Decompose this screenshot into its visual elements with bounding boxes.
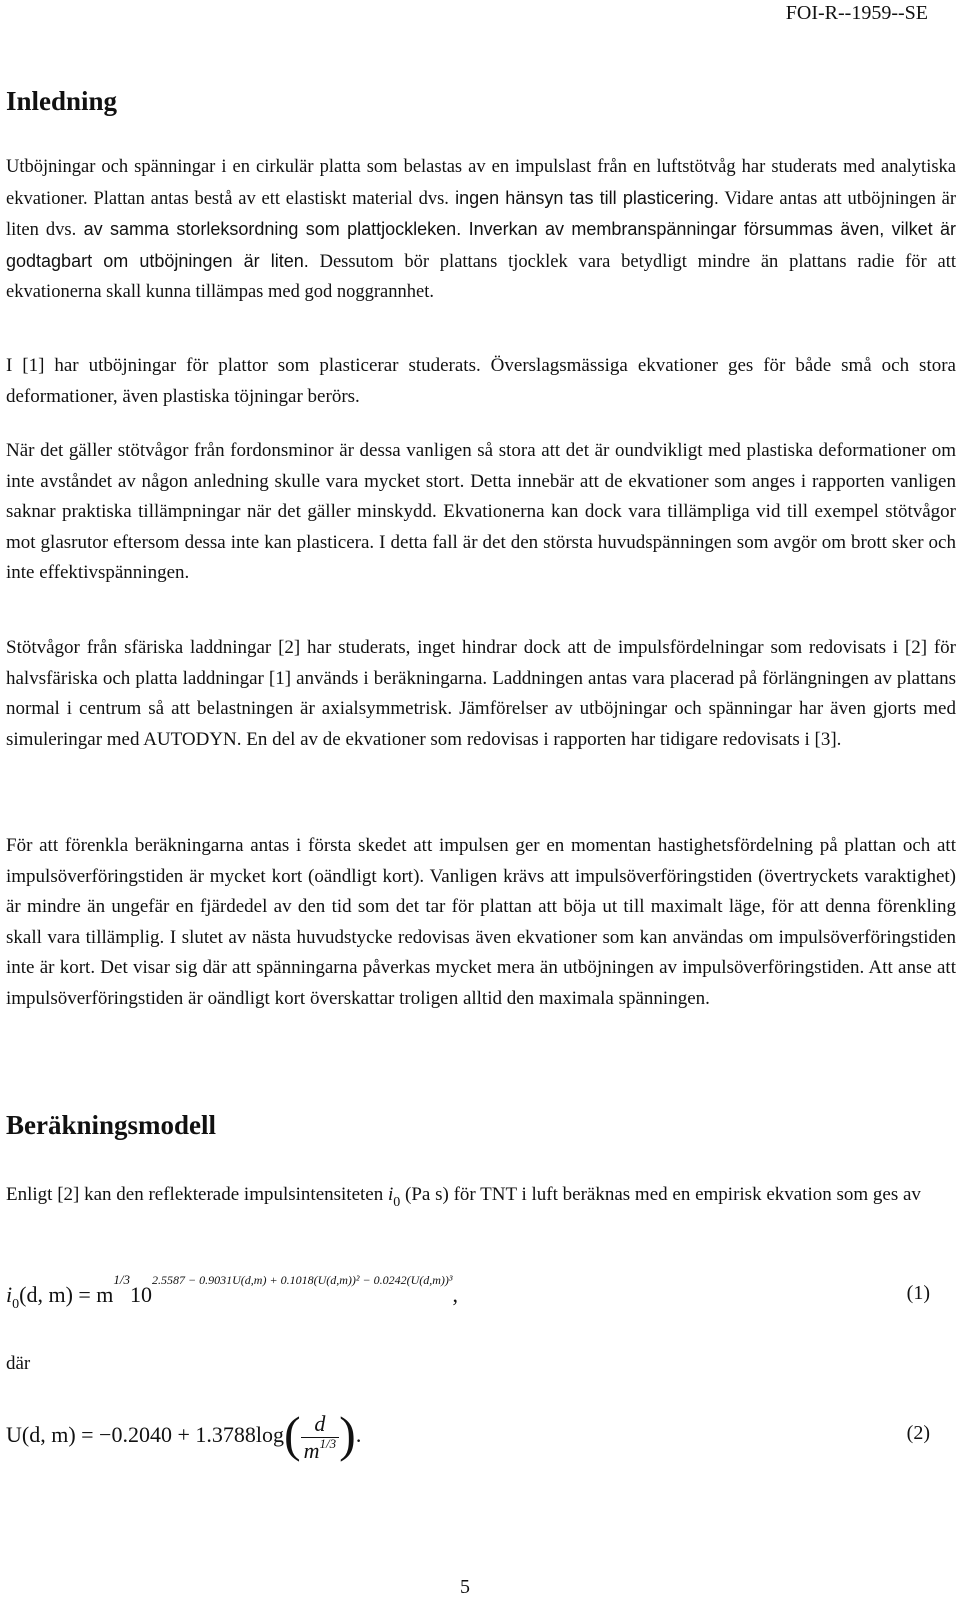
paragraph-model-intro	[6, 1178, 956, 1214]
equation-1	[6, 1272, 956, 1312]
paragraph-plasticity: I [1] har utböjningar för plattor som plasticerar studerats. Överslagsmässiga ekvationer ges för både små och stora deformationer, även plastiska töjningar berörs.	[6, 355, 956, 407]
paragraph-simplification: För att förenkla beräkningarna antas i första skedet att impulsen ger en momentan hastighetsfördelning på plattan och att impulsöverföringstiden är mycket kort (oändligt kort). Vanligen krävs att impulsöverföringstiden (övertryckets varaktighet) är mindre än ungefär en fjärdedel av den tid som det tar för plattan att böja ut till maximalt läge, för att denna förenkling skall vara tillämplig. I slutet av nästa huvudstycke redovisas även ekvationer som kan användas om impulsöverföringstiden inte är kort. Det visar sig där att spänningarna påverkas mycket mera än utböjningen av impulsöverföringstiden. Att anse att impulsöverföringstiden är oändligt kort överskattar troligen alltid den maximala spänningen.	[6, 835, 956, 1009]
intro-text-a: Enligt [2] kan den reflekterade impulsintensiteten	[6, 1184, 388, 1205]
impulse-unit: (Pa s)	[405, 1184, 449, 1205]
page-number: 5	[460, 1576, 470, 1598]
eq2-lhs: U(d, m) = −0.2040 + 1.3788log	[6, 1422, 284, 1448]
paragraph-intro	[6, 152, 956, 308]
impulse-symbol: i	[388, 1184, 394, 1205]
eq1-number: (1)	[906, 1282, 930, 1304]
eq1-exponent: 2.5587 − 0.9031U(d,m) + 0.1018(U(d,m))² − 0.0242(U(d,m))³	[152, 1273, 453, 1287]
eq1-trailer: ,	[452, 1282, 458, 1307]
eq2-trailer: .	[355, 1422, 362, 1448]
para1-text-a: Utböjningar och spänningar i en cirkulär platta som belastas av en impulslast från en luftstötvåg har studerats med analytiska ekvationer. Plattan antas bestå av ett elastiskt material dvs.	[6, 157, 956, 209]
document-id: FOI-R--1959--SE	[785, 2, 928, 24]
eq1-lhs-subscript: 0	[12, 1297, 20, 1312]
eq2-fraction	[301, 1411, 340, 1464]
eq1-base: 10	[130, 1282, 153, 1307]
section-title-berakningsmodell: Beräkningsmodell	[6, 1110, 217, 1140]
paragraph-spherical-charges: Stötvågor från sfäriska laddningar [2] har studerats, inget hindrar dock att de impulsfördelningar som redovisats i [2] för halvsfäriska och platta laddningar [1] används i beräkningarna. Laddningen antas vara placerad på förlängningen av plattans normal i centrum så att belastningen är axialsymmetrisk. Jämförelser av utböjningar och spänningar har även gjorts med simuleringar med AUTODYN. En del av de ekvationer som redovisas i rapporten har tidigare redovisats i [3].	[6, 637, 956, 750]
eq2-denominator	[301, 1435, 340, 1464]
impulse-subscript: 0	[393, 1195, 401, 1210]
section-title-inledning: Inledning	[6, 86, 118, 116]
para1-text-d: av samma storleksordning som plattjockleken.	[76, 219, 462, 240]
word-dar: där	[6, 1353, 31, 1374]
eq1-lhs: i	[6, 1282, 13, 1307]
equation-2	[6, 1408, 956, 1466]
eq2-open-paren: (	[284, 1406, 301, 1462]
para1-text-e: Inverkan av membranspänningar försummas även, vilket är godtagbart om utböjningen är liten.	[6, 219, 956, 271]
para1-text-c: Vidare antas att utböjningen är liten dvs.	[6, 188, 956, 241]
paragraph-mines: När det gäller stötvågor från fordonsminor är dessa vanligen så stora att det är oundvikligt med plastiska deformationer om inte avståndet av någon anledning skulle vara mycket stort. Detta innebär att de ekvationer som anges i rapporten vanligen saknar praktiska tillämpningar när det gäller minskydd. Ekvationerna kan dock vara tillämpliga vid till exempel stötvågor mot glasrutor eftersom dessa inte kan plasticera. I detta fall är det den största huvudspänningen som avgör om brott sker och inte effektivspänningen.	[6, 440, 956, 584]
eq2-den-exponent: 1/3	[319, 1435, 337, 1451]
eq1-m-exponent: 1/3	[113, 1272, 131, 1287]
eq2-number: (2)	[906, 1422, 930, 1444]
eq2-numerator: d	[301, 1411, 340, 1438]
eq2-close-paren: )	[339, 1406, 356, 1462]
para1-text-b: ingen hänsyn tas till plasticering.	[448, 187, 719, 208]
para1-text-f: Dessutom bör plattans tjocklek vara betydligt mindre än plattans radie för att ekvationerna skall kunna tillämpas med god noggrannhet.	[6, 251, 956, 303]
intro-text-b: för TNT i luft beräknas med en empirisk ekvation som ges av	[448, 1184, 921, 1205]
eq1-args: (d, m) = m	[19, 1282, 114, 1307]
eq2-den-base: m	[303, 1437, 320, 1463]
